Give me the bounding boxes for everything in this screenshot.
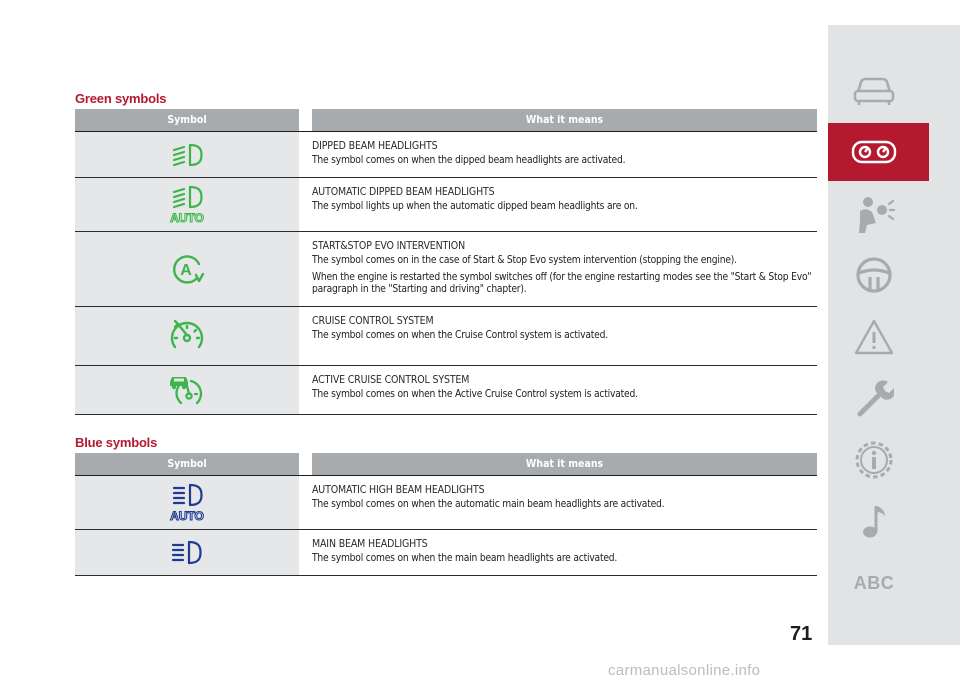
row-title: AUTOMATIC HIGH BEAM HEADLIGHTS (312, 484, 485, 496)
cruise-control-icon (167, 316, 207, 356)
table-row (75, 476, 817, 530)
watermark: carmanualsonline.info (608, 662, 761, 679)
table-row (75, 232, 817, 307)
start-stop-letter: A (180, 262, 192, 279)
sidebar-item-emergency[interactable] (842, 316, 906, 358)
symbol-cell (75, 307, 299, 365)
row-description: The symbol comes on when the automatic main beam headlights are activated. (312, 499, 665, 510)
row-description: The symbol comes on when the dipped beam headlights are activated. (312, 155, 626, 166)
table-row (75, 178, 817, 232)
wrench-icon (854, 378, 894, 418)
start-stop-icon (167, 251, 207, 287)
meaning-cell (312, 232, 817, 306)
active-cruise-control-icon (167, 372, 207, 408)
symbol-cell (75, 366, 299, 414)
sidebar-item-vehicle[interactable] (842, 70, 906, 110)
page-number: 71 (790, 623, 813, 645)
auto-label: AUTO (170, 210, 204, 225)
header-symbol: Symbol (75, 453, 299, 475)
symbol-cell (75, 476, 299, 529)
green-symbols-table (75, 109, 817, 415)
row-title: CRUISE CONTROL SYSTEM (312, 315, 434, 327)
table-header (75, 453, 817, 476)
green-symbols-title: Green symbols (75, 91, 167, 106)
sidebar-item-driving[interactable] (842, 254, 906, 296)
warning-triangle-icon (853, 318, 895, 356)
table-header (75, 109, 817, 132)
symbol-cell (75, 178, 299, 231)
blue-symbols-table (75, 453, 817, 576)
row-description: When the engine is restarted the symbol switches off (for the engine restarting modes see the "Start & Stop Evo" paragraph in the "Starting and driving" chapter). (312, 272, 812, 295)
symbol-cell (75, 232, 299, 306)
table-row (75, 366, 817, 415)
table-row (75, 132, 817, 178)
blue-symbols-title: Blue symbols (75, 435, 158, 450)
row-title: ACTIVE CRUISE CONTROL SYSTEM (312, 374, 470, 386)
symbol-cell (75, 530, 299, 575)
table-row (75, 530, 817, 576)
auto-label: AUTO (170, 508, 204, 523)
meaning-cell (312, 178, 817, 231)
row-description: The symbol comes on when the main beam headlights are activated. (312, 553, 618, 564)
row-title: MAIN BEAM HEADLIGHTS (312, 538, 428, 550)
row-title: DIPPED BEAM HEADLIGHTS (312, 140, 438, 152)
header-symbol: Symbol (75, 109, 299, 131)
row-title: AUTOMATIC DIPPED BEAM HEADLIGHTS (312, 186, 495, 198)
table-row (75, 307, 817, 366)
dipped-beam-icon (170, 142, 204, 168)
row-description: The symbol comes on when the Active Cruise Control system is activated. (312, 389, 638, 400)
header-meaning: What it means (312, 109, 817, 131)
meaning-cell (312, 132, 817, 177)
car-icon (852, 74, 896, 106)
airbag-person-icon (852, 195, 896, 235)
meaning-cell (312, 307, 817, 365)
sidebar-item-instruments[interactable] (842, 134, 906, 170)
auto-high-beam-icon (165, 483, 209, 523)
symbol-cell (75, 132, 299, 177)
instrument-panel-icon (851, 139, 897, 165)
index-abc-icon: ABC (853, 572, 895, 593)
meaning-cell (312, 476, 817, 529)
auto-dipped-beam-icon (165, 185, 209, 225)
music-note-icon (859, 501, 889, 541)
meaning-cell (312, 530, 817, 575)
steering-wheel-icon (854, 255, 894, 295)
header-meaning: What it means (312, 453, 817, 475)
sidebar-item-safety[interactable] (842, 193, 906, 237)
row-description: The symbol comes on when the Cruise Control system is activated. (312, 330, 608, 341)
row-description: The symbol comes on in the case of Start & Stop Evo system intervention (stopping the engine). (312, 255, 737, 266)
row-description: The symbol lights up when the automatic dipped beam headlights are on. (312, 201, 638, 212)
main-beam-icon (169, 539, 205, 567)
technical-data-gear-icon (853, 439, 895, 481)
row-title: START&STOP EVO INTERVENTION (312, 240, 465, 252)
sidebar-item-multimedia[interactable] (842, 500, 906, 542)
meaning-cell (312, 366, 817, 414)
sidebar-item-index[interactable] (842, 570, 906, 596)
sidebar-item-technical-data[interactable] (842, 438, 906, 482)
sidebar-item-maintenance[interactable] (842, 376, 906, 420)
